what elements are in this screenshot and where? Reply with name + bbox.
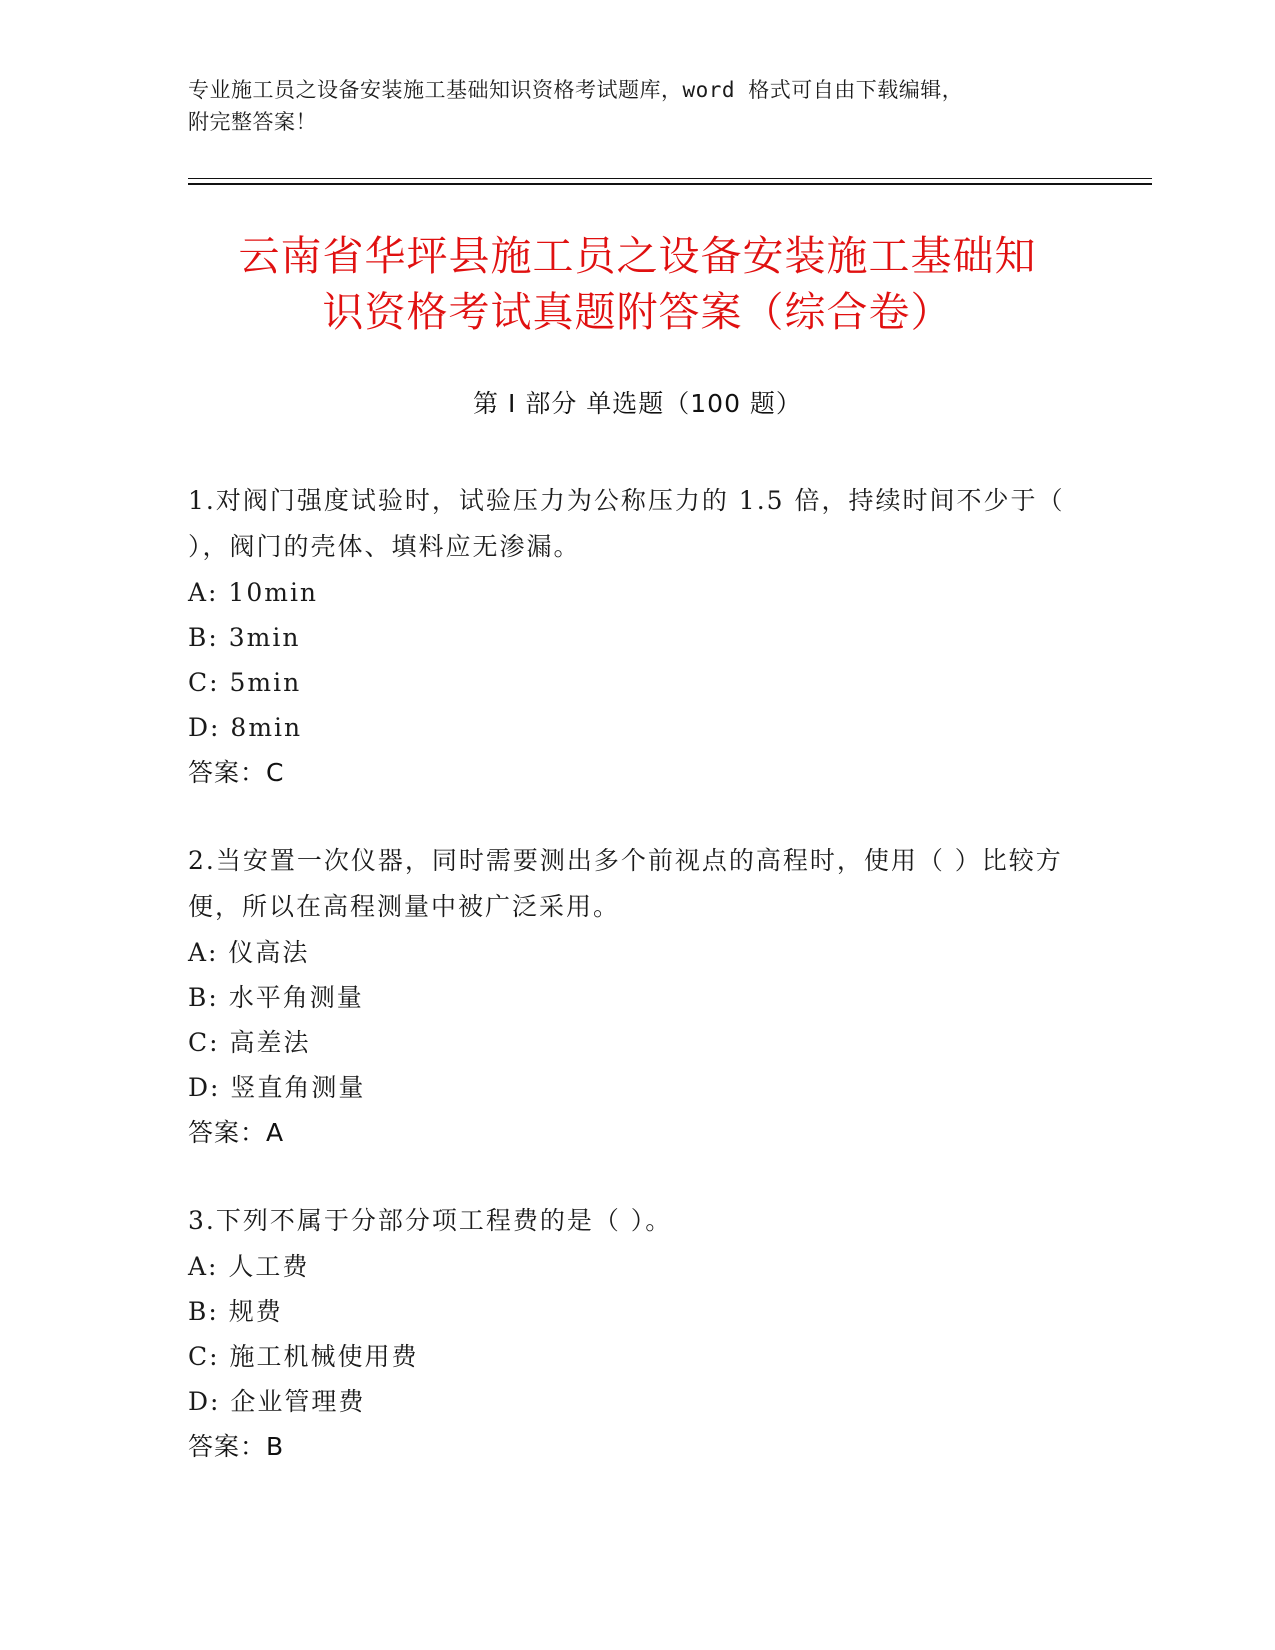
option-d: D: 企业管理费 bbox=[188, 1387, 366, 1416]
question-item bbox=[188, 838, 1088, 1156]
header-note-line-2: 附完整答案！ bbox=[188, 110, 317, 134]
option-c: C: 施工机械使用费 bbox=[188, 1342, 419, 1371]
option-a: A: 仪高法 bbox=[188, 938, 310, 967]
document-title bbox=[150, 228, 1125, 340]
option-list bbox=[188, 1244, 1088, 1424]
section-heading: 第 I 部分 单选题（100 题） bbox=[473, 389, 802, 418]
option-b: B: 规费 bbox=[188, 1297, 283, 1326]
answer-line: 答案：B bbox=[188, 1432, 285, 1461]
question-stem: 3.下列不属于分部分项工程费的是（ ）。 bbox=[188, 1206, 673, 1235]
option-list bbox=[188, 930, 1088, 1110]
option-b: B: 3min bbox=[188, 623, 301, 652]
option-b: B: 水平角测量 bbox=[188, 983, 364, 1012]
option-d: D: 竖直角测量 bbox=[188, 1073, 366, 1102]
answer-line: 答案：C bbox=[188, 758, 285, 787]
question-item bbox=[188, 1198, 1088, 1470]
header-note-line-1: 专业施工员之设备安装施工基础知识资格考试题库，word 格式可自由下载编辑， bbox=[188, 78, 964, 102]
header-divider-thin bbox=[188, 178, 1152, 179]
header-divider-thick bbox=[188, 183, 1152, 185]
answer-line: 答案：A bbox=[188, 1118, 285, 1147]
header-note bbox=[188, 74, 1088, 138]
option-list bbox=[188, 570, 1088, 750]
option-c: C: 高差法 bbox=[188, 1028, 311, 1057]
document-title-line-1: 云南省华坪县施工员之设备安装施工基础知 bbox=[238, 232, 1037, 280]
question-list bbox=[188, 478, 1088, 1512]
option-a: A: 人工费 bbox=[188, 1252, 310, 1281]
question-item bbox=[188, 478, 1088, 796]
document-title-line-2: 识资格考试真题附答案（综合卷） bbox=[322, 288, 953, 336]
option-d: D: 8min bbox=[188, 713, 303, 742]
option-c: C: 5min bbox=[188, 668, 302, 697]
question-stem: 1.对阀门强度试验时，试验压力为公称压力的 1.5 倍，持续时间不少于（ ），阀门的壳体、填料应无渗漏。 bbox=[188, 486, 1065, 561]
option-a: A: 10min bbox=[188, 578, 319, 607]
question-stem: 2.当安置一次仪器，同时需要测出多个前视点的高程时，使用（ ）比较方便，所以在高程测量中被广泛采用。 bbox=[188, 846, 1063, 921]
